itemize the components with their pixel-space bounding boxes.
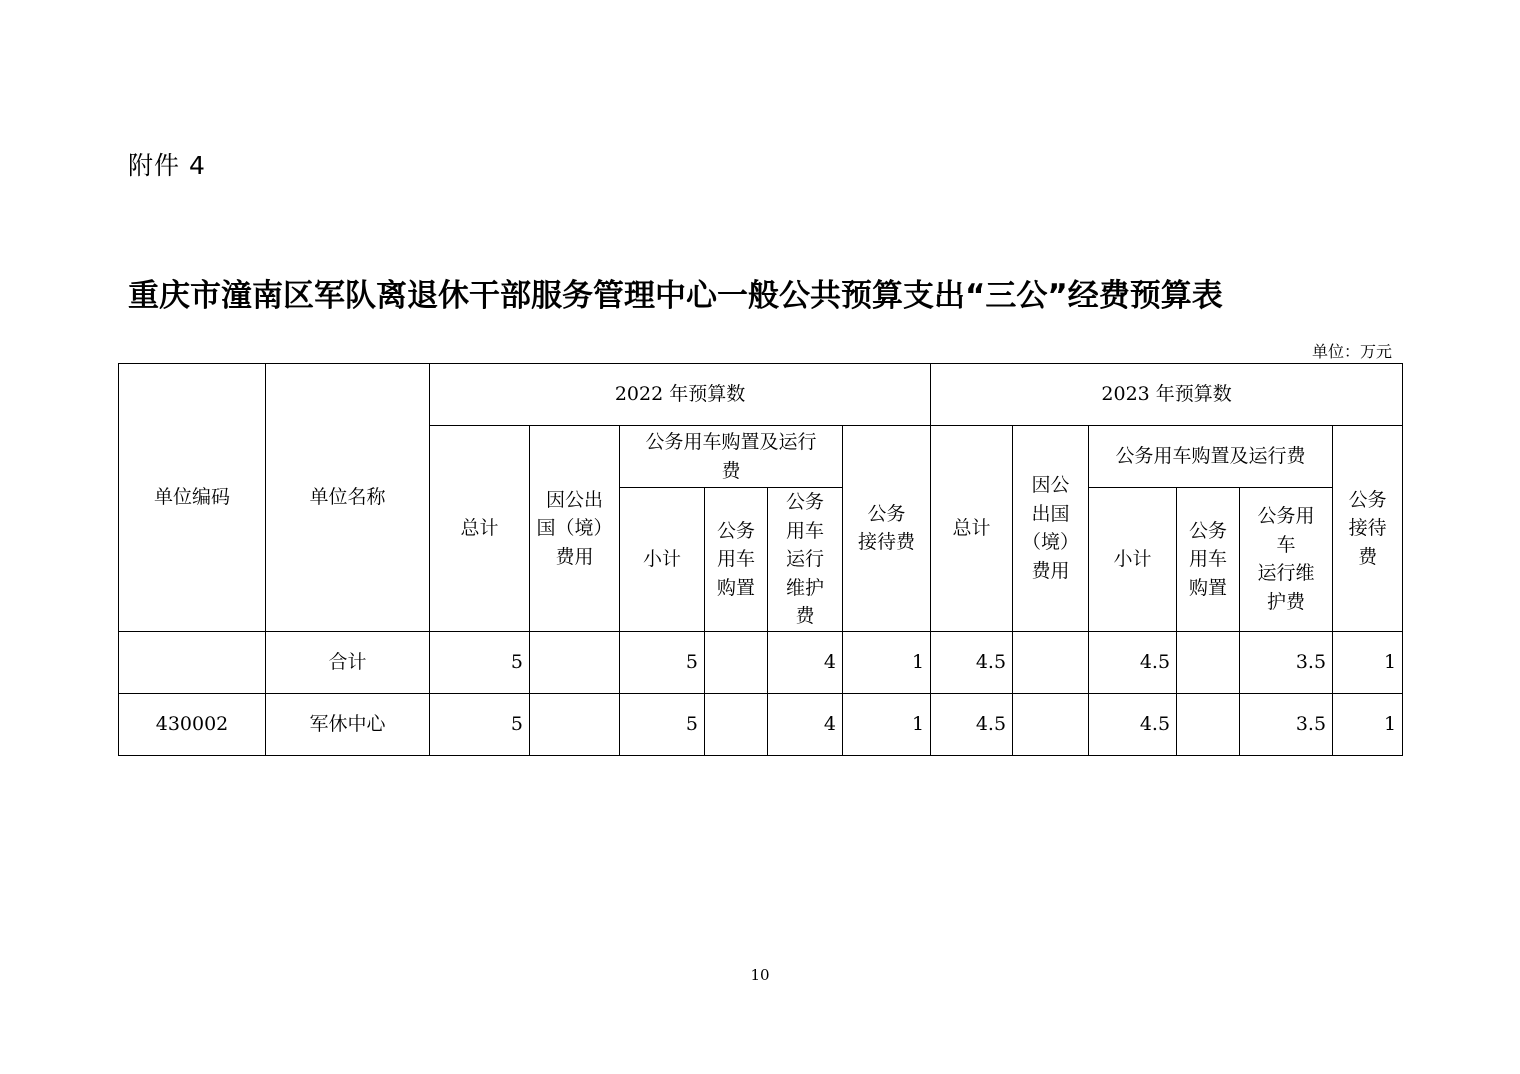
- cell-2022-operation: 4: [768, 631, 843, 693]
- cell-2022-reception: 1: [843, 693, 931, 755]
- header-year-2022: 2022 年预算数: [430, 364, 931, 426]
- cell-2023-abroad: [1013, 631, 1089, 693]
- header-year-2023: 2023 年预算数: [931, 364, 1403, 426]
- header-vehicle-group-2023: 公务用车购置及运行费: [1089, 426, 1333, 488]
- header-abroad-2023: 因公 出国 （境） 费用: [1013, 426, 1089, 632]
- cell-2022-abroad: [530, 693, 620, 755]
- cell-name: 军休中心: [266, 693, 430, 755]
- header-row-1: [119, 364, 1403, 426]
- cell-2022-total: 5: [430, 631, 530, 693]
- cell-2023-total: 4.5: [931, 631, 1013, 693]
- header-vehicle-operation-2023: 公务用 车 运行维 护费: [1240, 488, 1333, 632]
- budget-table: [118, 363, 1403, 756]
- unit-label: 单位：万元: [1311, 342, 1392, 361]
- cell-code: [119, 631, 266, 693]
- page-number: 10: [750, 966, 770, 984]
- cell-2022-subtotal: 5: [620, 631, 705, 693]
- header-subtotal-2023: 小计: [1089, 488, 1177, 632]
- cell-2022-purchase: [705, 631, 768, 693]
- header-total-2023: 总计: [931, 426, 1013, 632]
- cell-2022-subtotal: 5: [620, 693, 705, 755]
- cell-code: 430002: [119, 693, 266, 755]
- header-vehicle-group-2022: 公务用车购置及运行 费: [620, 426, 843, 488]
- cell-2022-reception: 1: [843, 631, 931, 693]
- table-row-total: [119, 631, 1403, 693]
- header-vehicle-purchase-2022: 公务 用车 购置: [705, 488, 768, 632]
- table-row: [119, 693, 1403, 755]
- cell-2023-purchase: [1177, 693, 1240, 755]
- cell-2023-reception: 1: [1333, 693, 1403, 755]
- header-unit-code: 单位编码: [119, 364, 266, 632]
- cell-2023-subtotal: 4.5: [1089, 631, 1177, 693]
- header-vehicle-purchase-2023: 公务 用车 购置: [1177, 488, 1240, 632]
- header-unit-name: 单位名称: [266, 364, 430, 632]
- cell-2023-purchase: [1177, 631, 1240, 693]
- header-abroad-2022: 因公出 国（境） 费用: [530, 426, 620, 632]
- cell-2023-abroad: [1013, 693, 1089, 755]
- cell-2022-purchase: [705, 693, 768, 755]
- header-subtotal-2022: 小计: [620, 488, 705, 632]
- cell-2023-operation: 3.5: [1240, 693, 1333, 755]
- header-vehicle-operation-2022: 公务 用车 运行 维护 费: [768, 488, 843, 632]
- cell-2022-operation: 4: [768, 693, 843, 755]
- cell-2022-abroad: [530, 631, 620, 693]
- cell-2023-reception: 1: [1333, 631, 1403, 693]
- cell-2023-operation: 3.5: [1240, 631, 1333, 693]
- cell-2022-total: 5: [430, 693, 530, 755]
- cell-2023-total: 4.5: [931, 693, 1013, 755]
- header-total-2022: 总计: [430, 426, 530, 632]
- attachment-label: 附件 4: [128, 151, 206, 180]
- page-title: 重庆市潼南区军队离退休干部服务管理中心一般公共预算支出“三公”经费预算表: [128, 278, 1223, 314]
- header-reception-2022: 公务 接待费: [843, 426, 931, 632]
- cell-2023-subtotal: 4.5: [1089, 693, 1177, 755]
- cell-name: 合计: [266, 631, 430, 693]
- header-reception-2023: 公务 接待 费: [1333, 426, 1403, 632]
